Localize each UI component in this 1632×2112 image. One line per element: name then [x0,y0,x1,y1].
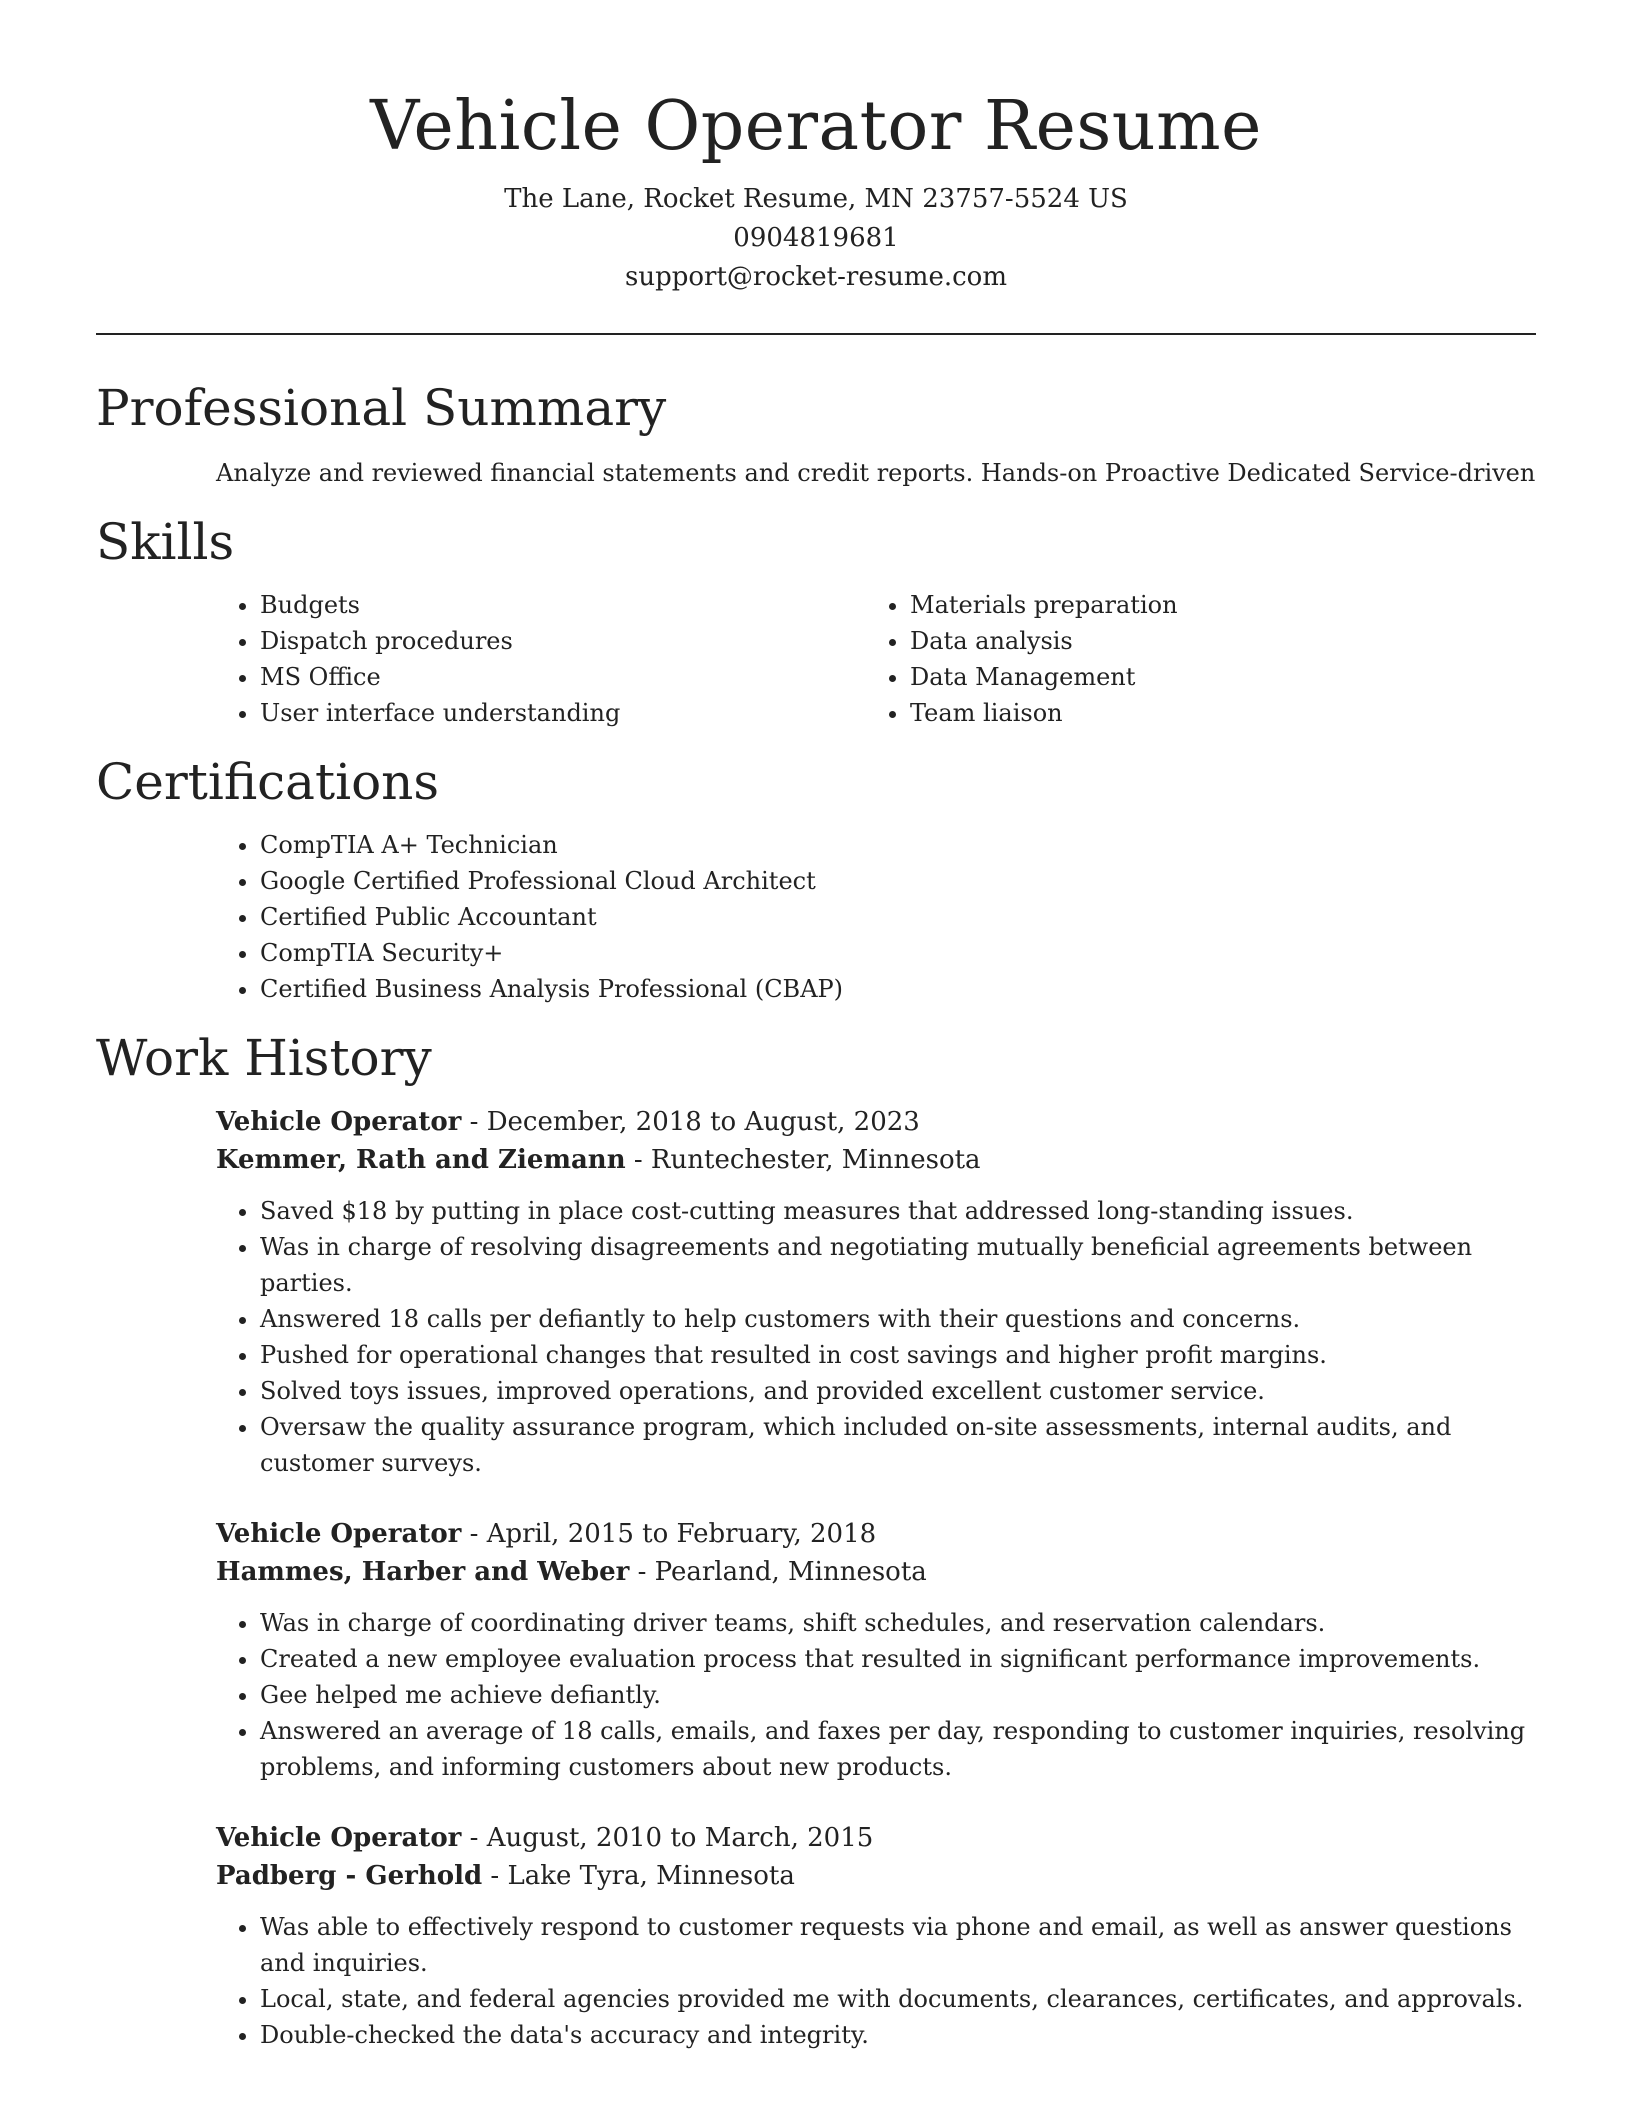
job-duty-item: • Was able to effectively respond to customer requests via phone and email, as well as answer questions and inquiries. [260,1909,1536,1981]
phone-number: 0904819681 [733,223,899,253]
job-dates: - August, 2010 to March, 2015 [461,1823,874,1853]
job-title-line [216,1819,1536,1857]
job-duty-item: • Was in charge of coordinating driver teams, shift schedules, and reservation calendars. [260,1605,1536,1641]
job-role: Vehicle Operator [216,1823,462,1853]
certification-item: • Google Certified Professional Cloud Architect [260,863,1536,899]
job-duty-item: • Was in charge of resolving disagreements and negotiating mutually beneficial agreements between parties. [260,1229,1536,1301]
resume-page [96,0,1536,2053]
certification-item: • Certified Public Accountant [260,899,1536,935]
job-dates: - April, 2015 to February, 2018 [461,1519,877,1549]
job-entry [216,1515,1536,1785]
certification-item: • CompTIA A+ Technician [260,827,1536,863]
job-duty-item: • Solved toys issues, improved operations, and provided excellent customer service. [260,1373,1536,1409]
job-role: Vehicle Operator [216,1107,462,1137]
skill-item: • User interface understanding [260,695,886,731]
job-entry [216,1103,1536,1481]
job-duty-item: • Oversaw the quality assurance program, which included on-site assessments, internal audits, and customer surveys. [260,1409,1536,1481]
job-duty-item: • Answered an average of 18 calls, emails, and faxes per day, responding to customer inquiries, resolving problems, and informing customers about new products. [260,1713,1536,1785]
job-title-line [216,1515,1536,1553]
job-company: Kemmer, Rath and Ziemann [216,1145,626,1175]
job-duty-item: • Pushed for operational changes that resulted in cost savings and higher profit margins. [260,1337,1536,1373]
certification-item: • Certified Business Analysis Professional (CBAP) [260,971,1536,1007]
skill-item: • Dispatch procedures [260,623,886,659]
job-duty-item: • Answered 18 calls per defiantly to help customers with their questions and concerns. [260,1301,1536,1337]
job-company-line [216,1553,1536,1591]
job-duty-item: • Local, state, and federal agencies provided me with documents, clearances, certificates, and approvals. [260,1981,1536,2017]
job-title-line [216,1103,1536,1141]
certifications-list [96,827,1536,1007]
header-divider [96,333,1536,335]
skill-item: • MS Office [260,659,886,695]
address: The Lane, Rocket Resume, MN 23757-5524 US [504,184,1128,214]
skill-item: • Data Management [910,659,1536,695]
job-company-line [216,1857,1536,1895]
job-role: Vehicle Operator [216,1519,462,1549]
certification-item: • CompTIA Security+ [260,935,1536,971]
resume-title: Vehicle Operator Resume [370,87,1262,166]
job-location: - Runtechester, Minnesota [625,1145,981,1175]
job-dates: - December, 2018 to August, 2023 [461,1107,920,1137]
job-duties [216,1909,1536,2053]
work-history-heading: Work History [96,1029,432,1087]
job-company-line [216,1141,1536,1179]
job-entry [216,1819,1536,2053]
skill-item: • Team liaison [910,695,1536,731]
job-location: - Lake Tyra, Minnesota [482,1861,795,1891]
skills-column-2 [886,587,1536,731]
skills-heading: Skills [96,513,235,571]
summary-heading: Professional Summary [96,379,667,437]
job-location: - Pearland, Minnesota [629,1557,927,1587]
job-duty-item: • Gee helped me achieve defiantly. [260,1677,1536,1713]
skill-item: • Budgets [260,587,886,623]
job-duty-item: • Created a new employee evaluation process that resulted in significant performance improvements. [260,1641,1536,1677]
job-duties [216,1193,1536,1481]
job-company: Hammes, Harber and Weber [216,1557,630,1587]
job-duties [216,1605,1536,1785]
summary-text: Analyze and reviewed financial statements and credit reports. Hands-on Proactive Dedicated Service-driven [216,459,1536,487]
email-address: support@rocket-resume.com [624,262,1007,292]
certifications-heading: Certifications [96,753,440,811]
job-duty-item: • Double-checked the data's accuracy and integrity. [260,2017,1536,2053]
skill-item: • Data analysis [910,623,1536,659]
skill-item: • Materials preparation [910,587,1536,623]
job-duty-item: • Saved $18 by putting in place cost-cutting measures that addressed long-standing issues. [260,1193,1536,1229]
job-company: Padberg - Gerhold [216,1861,483,1891]
skills-list [96,587,1536,731]
skills-column-1 [96,587,886,731]
resume-header [96,0,1536,297]
